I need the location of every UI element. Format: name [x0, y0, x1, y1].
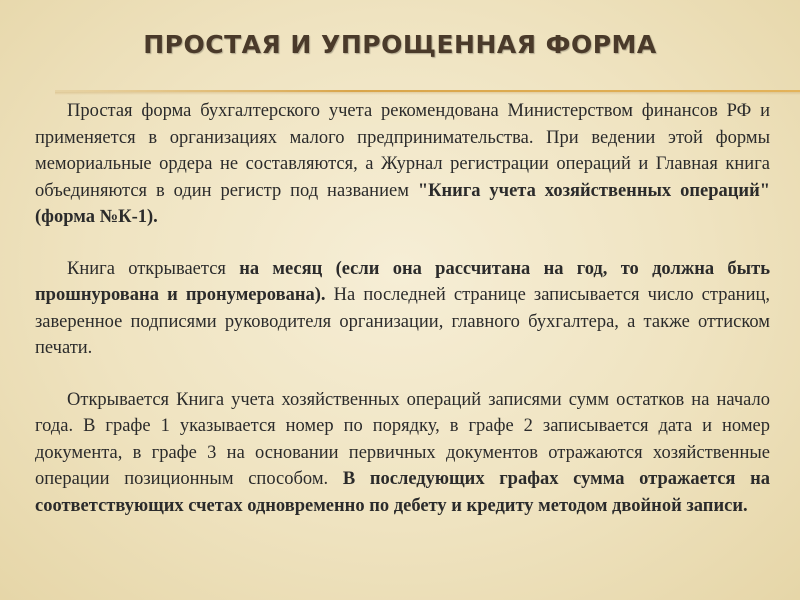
paragraph-2-text-end: На последней странице записывается число страниц, заверенное подписями руководителя организации, главного бухгалтера, а также оттиском печати. [35, 285, 770, 358]
paragraph-2 [35, 256, 770, 362]
slide-body [35, 98, 770, 519]
paragraph-1 [35, 98, 770, 231]
paragraph-3-text: Открывается Книга учета хозяйственных операций записями сумм остатков на начало года. В графе 1 указывается номер по порядку, в графе 2 записывается дата и номер документа, в графе 3 на основании первичных документов отражаются хозяйственные операции позиционным способом. [35, 389, 770, 489]
paragraph-2-bold: на месяц (если она рассчитана на год, то должна быть прошнурована и пронумерована). [35, 258, 770, 305]
title-divider-shadow [55, 92, 800, 95]
paragraph-1-bold: "Книга учета хозяйственных операций" (форма №К-1). [35, 180, 771, 227]
slide-title: ПРОСТАЯ И УПРОЩЕННАЯ ФОРМА [143, 30, 657, 59]
paragraph-3 [35, 387, 770, 520]
paragraph-3-bold: В последующих графах сумма отражается на соответствующих счетах одновременно по дебету и кредиту методом двойной записи. [35, 469, 771, 516]
paragraph-2-text-start: Книга открывается [67, 258, 240, 279]
paragraph-1-text: Простая форма бухгалтерского учета рекомендована Министерством финансов РФ и применяется в организациях малого предпринимательства. При ведении этой формы мемориальные ордера не составляются, а Журнал регистрации операций и Главная книга объединяются в один регистр под названием [35, 101, 770, 201]
